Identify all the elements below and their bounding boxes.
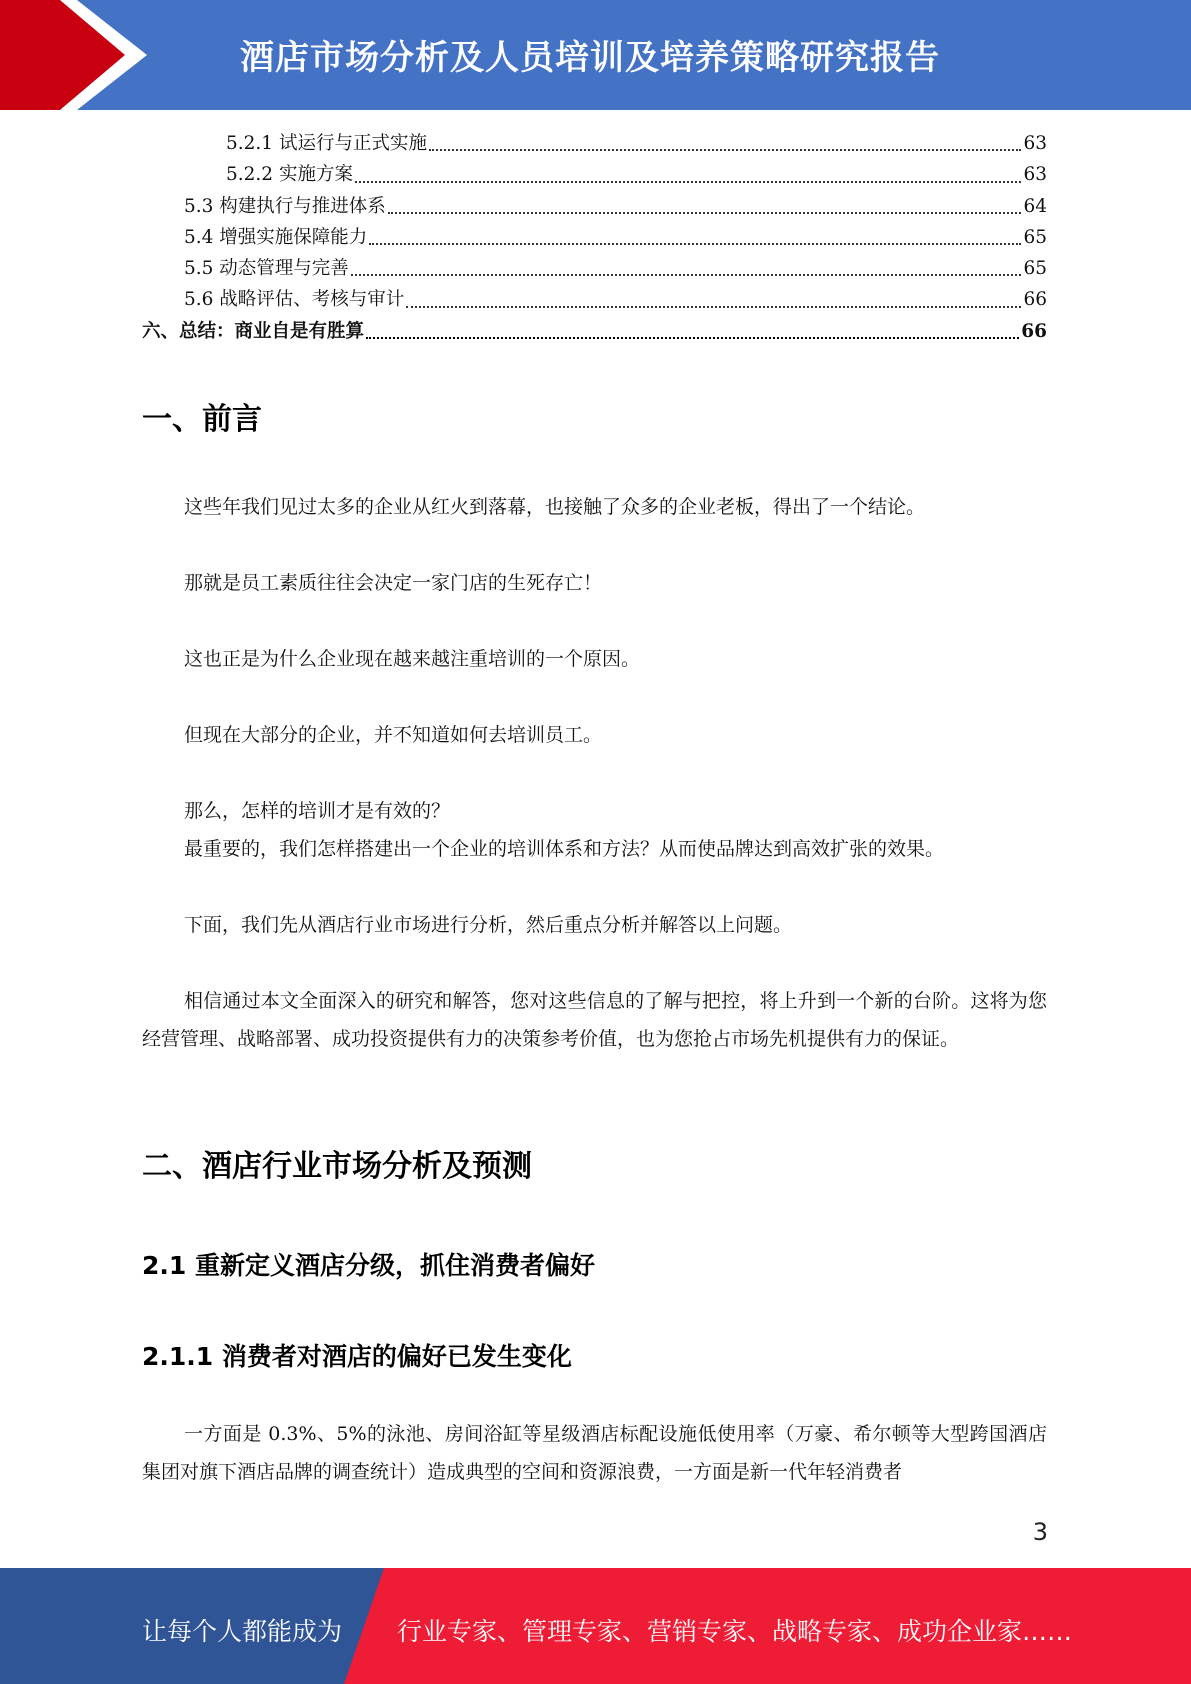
body-paragraph: 这也正是为什么企业现在越来越注重培训的一个原因。 bbox=[184, 648, 641, 670]
toc-entry-label: 5.6 战略评估、考核与审计 bbox=[184, 289, 405, 311]
body-paragraph: 那么，怎样的培训才是有效的？ bbox=[184, 800, 451, 822]
subsection-heading: 2.1 重新定义酒店分级，抓住消费者偏好 bbox=[142, 1251, 595, 1280]
toc-entry-label: 5.2.1 试运行与正式实施 bbox=[226, 133, 427, 154]
toc-entry-page: 63 bbox=[1023, 133, 1047, 154]
footer-slogan-right: 行业专家、管理专家、营销专家、战略专家、成功企业家…… bbox=[397, 1617, 1073, 1646]
toc-entry[interactable] bbox=[142, 128, 1047, 159]
toc-entry-label: 六、总结：商业自是有胜算 bbox=[142, 320, 365, 342]
toc-leader-dots bbox=[351, 274, 1022, 276]
toc-leader-dots bbox=[369, 243, 1021, 245]
toc-entry-page: 65 bbox=[1023, 258, 1047, 280]
section-heading-preface: 一、前言 bbox=[142, 402, 262, 437]
toc-entry-label: 5.4 增强实施保障能力 bbox=[184, 226, 368, 248]
toc-entry[interactable] bbox=[142, 284, 1047, 315]
toc-entry[interactable] bbox=[142, 316, 1047, 347]
toc-entry-page: 66 bbox=[1021, 320, 1047, 342]
toc-leader-dots bbox=[366, 337, 1019, 339]
toc-leader-dots bbox=[429, 149, 1021, 151]
page-footer bbox=[0, 1568, 1191, 1684]
toc-entry[interactable] bbox=[142, 159, 1047, 190]
toc-entry-label: 5.5 动态管理与完善 bbox=[184, 258, 349, 280]
section-heading-market-analysis: 二、酒店行业市场分析及预测 bbox=[142, 1149, 532, 1184]
body-paragraph: 一方面是 0.3%、5%的泳池、房间浴缸等星级酒店标配设施低使用率（万豪、希尔顿等大型跨国酒店集团对旗下酒店品牌的调查统计）造成典型的空间和资源浪费，一方面是新一代年轻消费者 bbox=[142, 1423, 1047, 1483]
header-title: 酒店市场分析及人员培训及培养策略研究报告 bbox=[240, 38, 940, 78]
body-paragraph: 但现在大部分的企业，并不知道如何去培训员工。 bbox=[184, 724, 603, 746]
table-of-contents bbox=[142, 128, 1047, 347]
page-number: 3 bbox=[1032, 1518, 1048, 1546]
body-paragraph: 那就是员工素质往往会决定一家门店的生死存亡！ bbox=[184, 572, 603, 594]
page-header bbox=[0, 0, 1191, 110]
body-paragraph: 最重要的，我们怎样搭建出一个企业的培训体系和方法？从而使品牌达到高效扩张的效果。 bbox=[184, 838, 945, 860]
toc-entry-page: 65 bbox=[1023, 226, 1047, 248]
body-paragraph: 相信通过本文全面深入的研究和解答，您对这些信息的了解与把控，将上升到一个新的台阶。这将为您经营管理、战略部署、成功投资提供有力的决策参考价值，也为您抢占市场先机提供有力的保证。 bbox=[142, 990, 1047, 1050]
toc-entry-label: 5.2.2 实施方案 bbox=[226, 164, 353, 186]
body-paragraph: 这些年我们见过太多的企业从红火到落幕，也接触了众多的企业老板，得出了一个结论。 bbox=[184, 496, 926, 518]
toc-entry-page: 63 bbox=[1023, 164, 1047, 186]
toc-entry[interactable] bbox=[142, 222, 1047, 253]
toc-leader-dots bbox=[388, 212, 1022, 214]
subsubsection-heading: 2.1.1 消费者对酒店的偏好已发生变化 bbox=[142, 1342, 572, 1371]
toc-entry-page: 66 bbox=[1023, 289, 1047, 311]
body-paragraph: 下面，我们先从酒店行业市场进行分析，然后重点分析并解答以上问题。 bbox=[184, 914, 793, 936]
toc-entry[interactable] bbox=[142, 253, 1047, 284]
toc-leader-dots bbox=[355, 181, 1022, 183]
toc-entry-label: 5.3 构建执行与推进体系 bbox=[184, 195, 386, 217]
toc-leader-dots bbox=[406, 306, 1021, 308]
toc-entry-page: 64 bbox=[1023, 195, 1047, 217]
toc-entry[interactable] bbox=[142, 191, 1047, 222]
footer-slogan-left: 让每个人都能成为 bbox=[142, 1617, 343, 1646]
